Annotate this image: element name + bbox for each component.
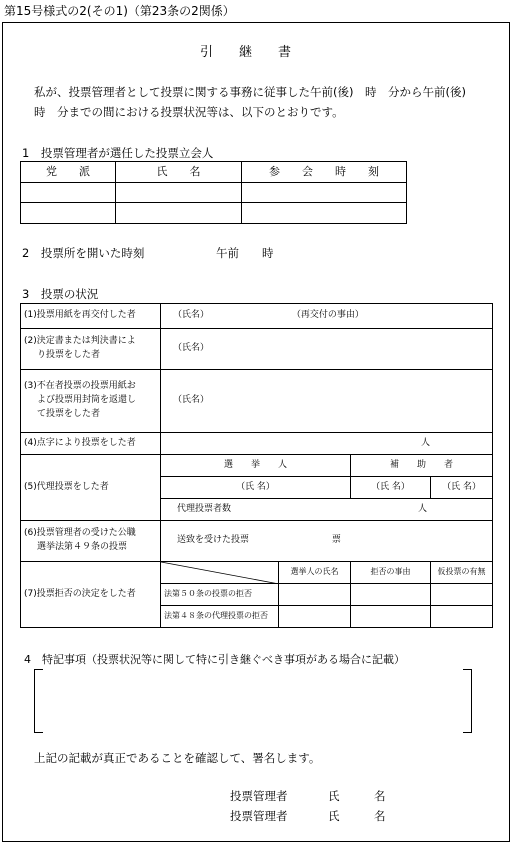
cell-party[interactable]	[21, 203, 116, 224]
right-bracket	[463, 669, 472, 733]
row7-corner-cell	[161, 562, 279, 584]
row5-assistant-name-2[interactable]: （氏 名）	[431, 477, 493, 499]
cell-party[interactable]	[21, 183, 116, 203]
row7-sub1: 法第５０条の投票の拒否	[161, 584, 279, 606]
row7-sub1-elector[interactable]	[279, 584, 351, 606]
left-bracket	[34, 669, 43, 733]
row7-sub2-other[interactable]	[431, 606, 493, 628]
header-time: 参 会 時 刻	[242, 162, 407, 183]
row6-label: (6)投票管理者の受けた公職 選挙法第４９条の投票	[21, 521, 161, 562]
voting-status-table	[20, 303, 493, 628]
row5-count[interactable]: 代理投票者数 人	[161, 499, 493, 521]
table-row	[21, 562, 493, 584]
row2-value[interactable]: （氏名）	[161, 329, 493, 370]
row3-value[interactable]: （氏名）	[161, 370, 493, 433]
certify-statement: 上記の記載が真正であることを確認して、署名します。	[34, 751, 321, 765]
cell-time[interactable]	[242, 183, 407, 203]
row7-header-elector: 選挙人の氏名	[279, 562, 351, 584]
intro-line-1: 私が、投票管理者として投票に関する事務に従事した午前(後) 時 分から午前(後)	[34, 85, 466, 99]
row7-sub2-reason[interactable]	[351, 606, 431, 628]
row3-label: (3)不在者投票の投票用紙お よび投票用封筒を返還し て投票をした者	[21, 370, 161, 433]
section1-heading: 1 投票管理者が選任した投票立会人	[22, 146, 214, 160]
form-id: 第15号様式の2(その1)（第23条の2関係）	[4, 4, 235, 18]
section2-value: 午前 時	[216, 246, 274, 260]
table-row	[21, 304, 493, 329]
row5-assistant-name-1[interactable]: （氏 名）	[351, 477, 431, 499]
row4-value[interactable]: 人	[161, 433, 493, 455]
table-row	[21, 203, 407, 224]
signature-name-2[interactable]: 氏 名	[328, 809, 386, 823]
cell-name[interactable]	[116, 183, 242, 203]
row7-sub1-reason[interactable]	[351, 584, 431, 606]
section2-heading: 2 投票所を開いた時刻	[22, 246, 145, 260]
row4-label: (4)点字により投票をした者	[21, 433, 161, 455]
signature-name-1[interactable]: 氏 名	[328, 789, 386, 803]
row6-value[interactable]: 送致を受けた投票 票	[161, 521, 493, 562]
row1-reason-label: （再交付の事由）	[291, 310, 364, 321]
section4-heading: 4 特記事項（投票状況等に関して特に引き継ぐべき事項がある場合に記載）	[24, 653, 405, 666]
row7-header-reason: 拒否の事由	[351, 562, 431, 584]
header-name: 氏 名	[116, 162, 242, 183]
row5-elector-header: 選 挙 人	[161, 455, 351, 477]
row1-value[interactable]	[161, 304, 493, 329]
row5-label: (5)代理投票をした者	[21, 455, 161, 521]
cell-name[interactable]	[116, 203, 242, 224]
special-notes-field[interactable]	[44, 671, 461, 729]
poll-witness-table	[20, 161, 407, 224]
row7-sub2-elector[interactable]	[279, 606, 351, 628]
row2-label: (2)決定書または判決書によ り投票をした者	[21, 329, 161, 370]
row1-name-label: （氏名）	[173, 310, 210, 321]
section3-heading: 3 投票の状況	[22, 287, 99, 301]
row5-elector-name[interactable]: （氏 名）	[161, 477, 351, 499]
signature-role-1: 投票管理者	[230, 789, 288, 803]
intro-line-2: 時 分までの間における投票状況等は、以下のとおりです。	[34, 105, 344, 119]
document-title: 引 継 書	[200, 45, 292, 60]
row7-sub1-other[interactable]	[431, 584, 493, 606]
table-row	[21, 370, 493, 433]
diagonal-line	[161, 562, 279, 584]
table-row	[21, 433, 493, 455]
table-row	[21, 329, 493, 370]
row7-header-other: 仮投票の有無	[431, 562, 493, 584]
table-row	[21, 521, 493, 562]
row7-sub2: 法第４８条の代理投票の拒否	[161, 606, 279, 628]
signature-role-2: 投票管理者	[230, 809, 288, 823]
header-party: 党 派	[21, 162, 116, 183]
row1-label: (1)投票用紙を再交付した者	[21, 304, 161, 329]
row7-label: (7)投票拒否の決定をした者	[21, 562, 161, 628]
cell-time[interactable]	[242, 203, 407, 224]
table-row	[21, 183, 407, 203]
table-row	[21, 455, 493, 477]
row5-assistant-header: 補 助 者	[351, 455, 493, 477]
